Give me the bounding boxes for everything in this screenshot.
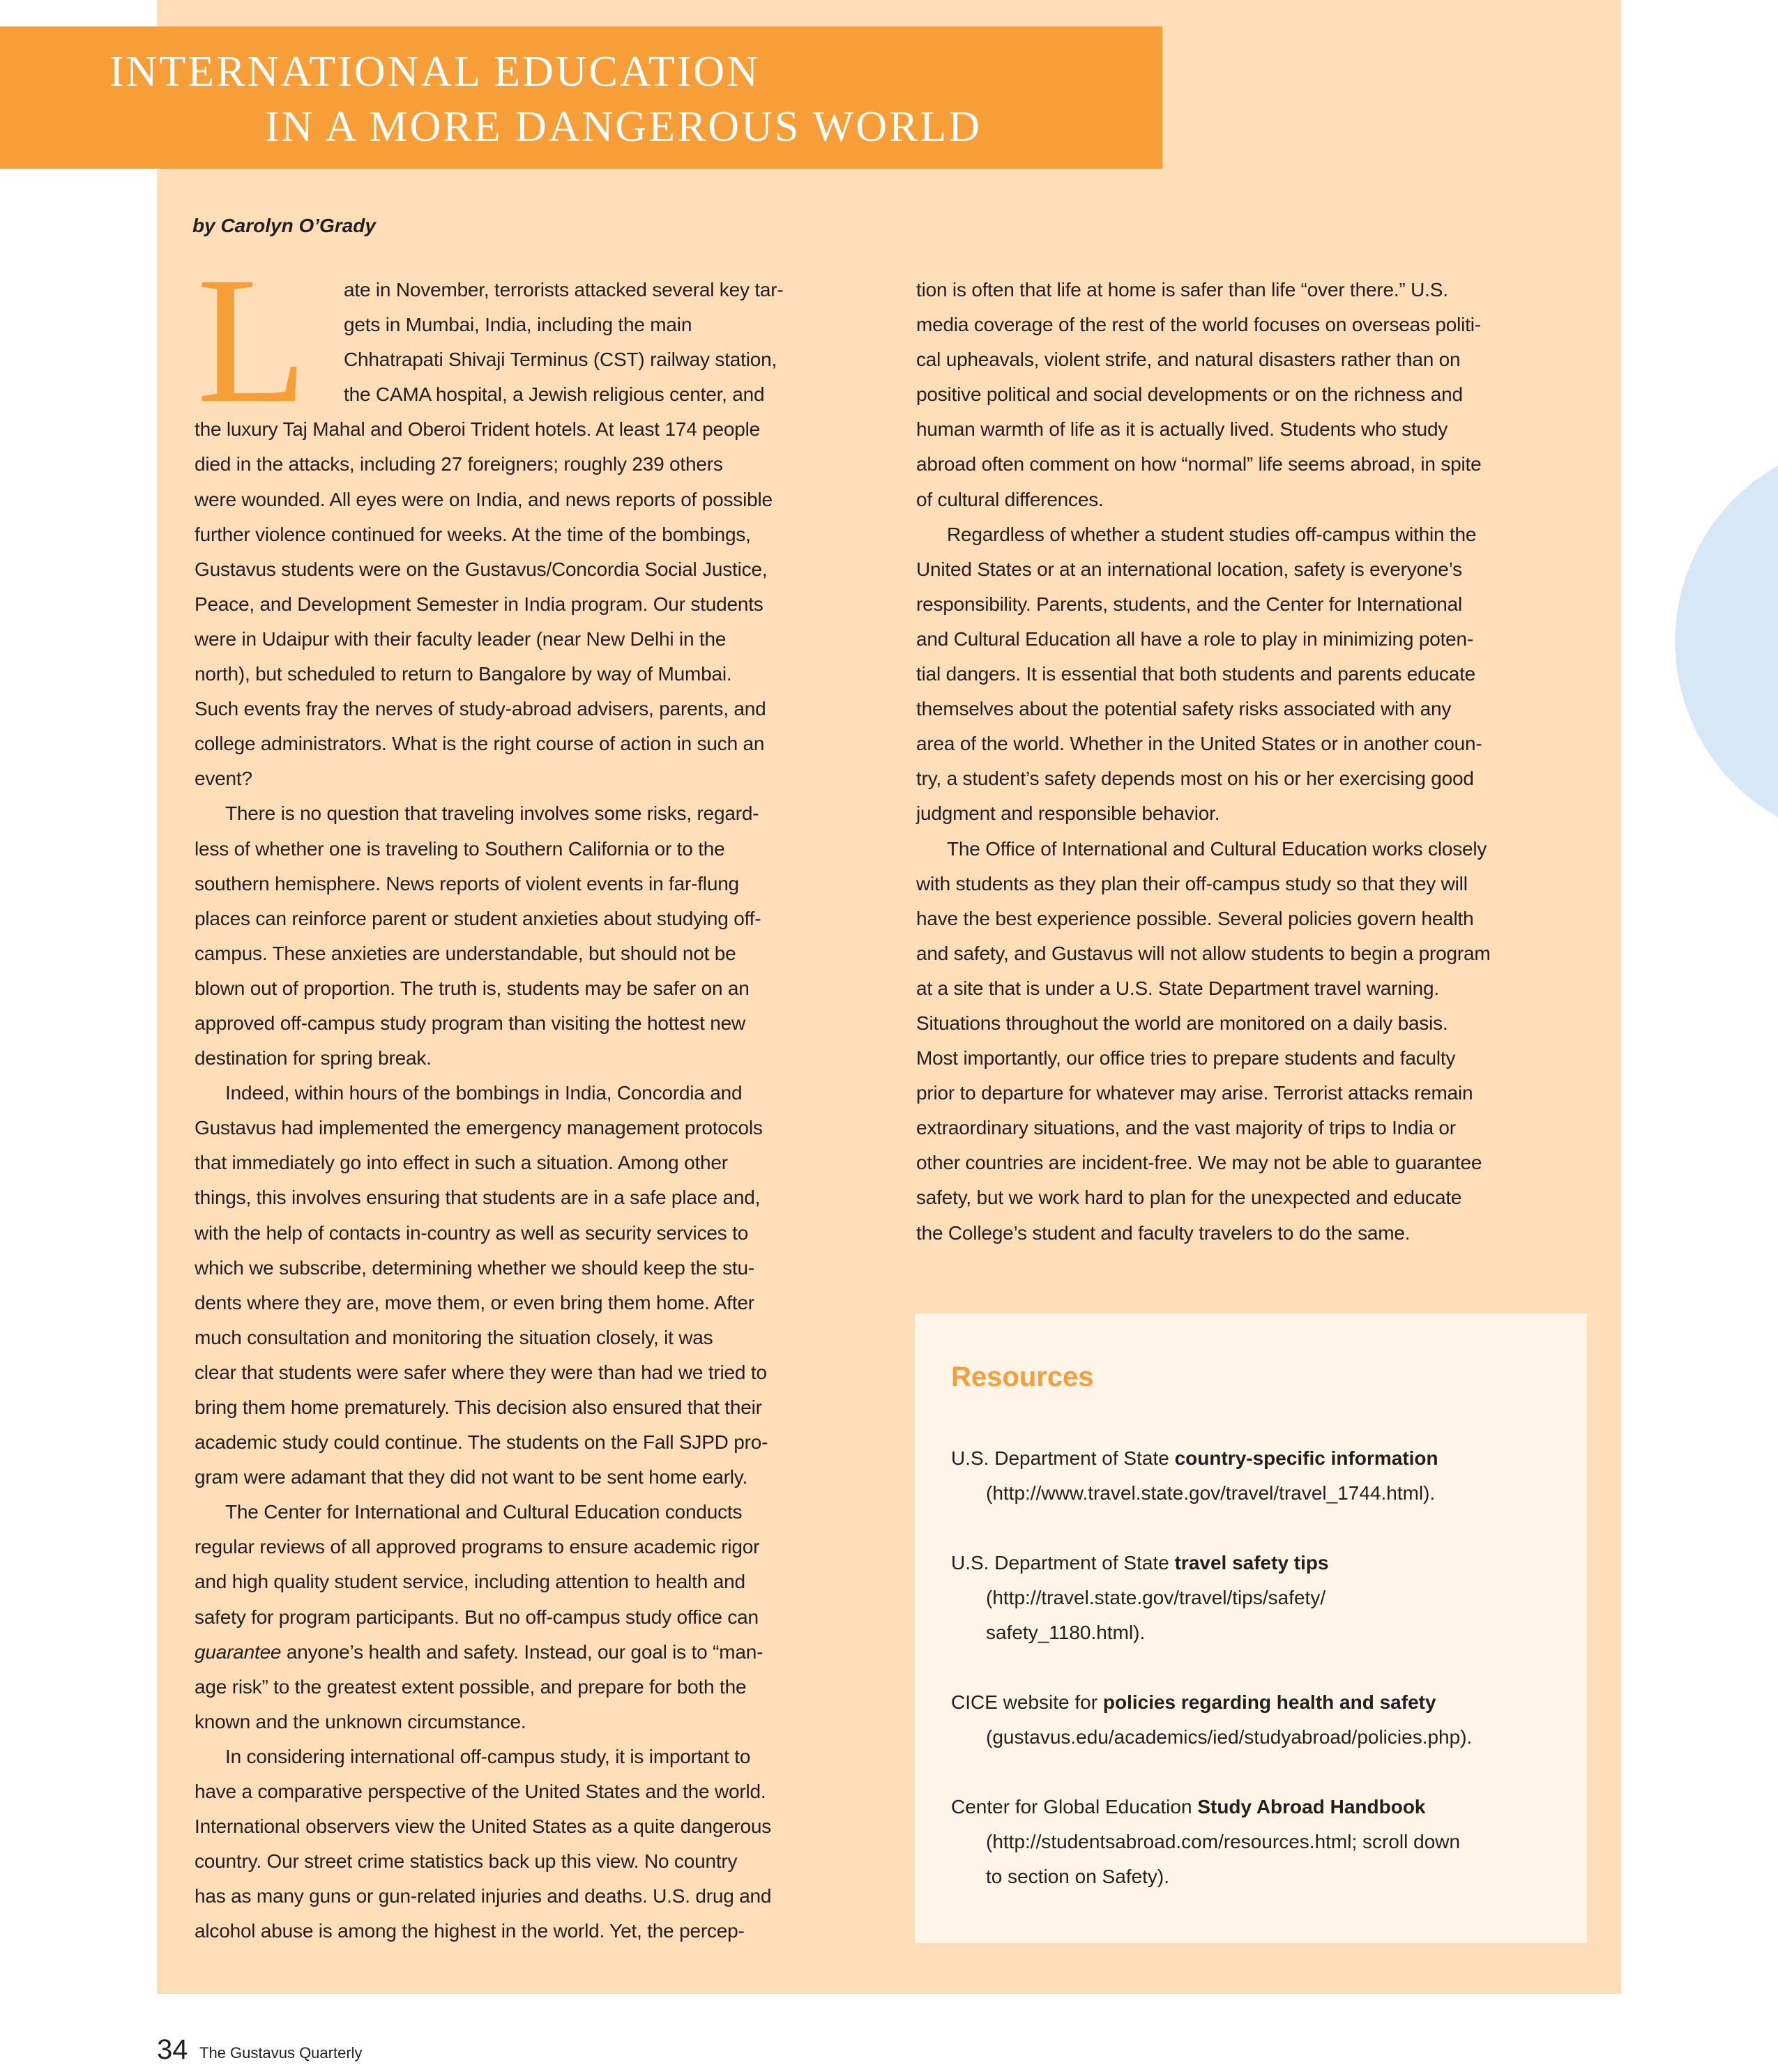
text-line: died in the attacks, including 27 foreigners; roughly 239 others — [195, 453, 723, 475]
text-line: clear that students were safer where they were than had we tried to — [195, 1361, 767, 1383]
text-line: Indeed, within hours of the bombings in India, Concordia and — [225, 1082, 743, 1104]
text-line: has as many guns or gun-related injuries and deaths. U.S. drug and — [195, 1885, 772, 1907]
resource-url: (gustavus.edu/academics/ied/studyabroad/policies.php). — [986, 1726, 1473, 1748]
resource-url: to section on Safety). — [986, 1866, 1170, 1887]
text-line: prior to departure for whatever may arise. Terrorist attacks remain — [916, 1082, 1473, 1104]
text-line: were in Udaipur with their faculty leader (near New Delhi in the — [195, 627, 727, 650]
text-line: The Office of International and Cultural Education works closely — [947, 837, 1487, 860]
paragraph — [195, 1739, 859, 1949]
text-line: places can reinforce parent or student anxieties about studying off- — [195, 907, 761, 929]
resource-title-line — [951, 1685, 1551, 1720]
text-line: approved off-campus study program than visiting the hottest new — [195, 1012, 745, 1034]
text-line: alcohol abuse is among the highest in the world. Yet, the percep- — [195, 1920, 745, 1942]
text-line: Gustavus students were on the Gustavus/Concordia Social Justice, — [195, 558, 768, 580]
text-line: human warmth of life as it is actually lived. Students who study — [916, 418, 1448, 441]
text-line: responsibility. Parents, students, and the Center for International — [916, 593, 1462, 615]
drop-cap: L — [197, 240, 307, 441]
text-line: event? — [195, 768, 252, 790]
paragraph — [916, 517, 1581, 832]
text-line: dents where they are, move them, or even bring them home. After — [195, 1291, 754, 1313]
text-line: the College’s student and faculty travelers to do the same. — [916, 1221, 1411, 1244]
paragraph — [916, 273, 1581, 517]
text-line: academic study could continue. The students on the Fall SJPD pro- — [195, 1431, 768, 1454]
text-line: media coverage of the rest of the world focuses on overseas politi- — [916, 314, 1481, 336]
resource-topic: Study Abroad Handbook — [1197, 1796, 1426, 1818]
text-line: The Center for International and Cultural Education conducts — [225, 1501, 743, 1523]
text-segment: anyone’s health and safety. Instead, our goal is to “man- — [281, 1640, 763, 1663]
text-line: gets in Mumbai, India, including the main — [344, 314, 692, 336]
resources-list — [951, 1441, 1551, 1894]
text-line: known and the unknown circumstance. — [195, 1710, 526, 1732]
text-line: themselves about the potential safety risks associated with any — [916, 698, 1452, 720]
text-line: and safety, and Gustavus will not allow students to begin a program — [916, 942, 1491, 964]
text-line: Most importantly, our office tries to prepare students and faculty — [916, 1047, 1456, 1069]
resource-item — [951, 1546, 1551, 1650]
article-column-left — [195, 273, 859, 1949]
text-line: cal upheavals, violent strife, and natural disasters rather than on — [916, 349, 1461, 371]
text-line: campus. These anxieties are understandable, but should not be — [195, 942, 736, 964]
text-line: ate in November, terrorists attacked several key tar- — [344, 279, 784, 300]
resource-topic: policies regarding health and safety — [1102, 1691, 1436, 1713]
text-line: north), but scheduled to return to Bangalore by way of Mumbai. — [195, 663, 732, 685]
text-line: have a comparative perspective of the United States and the world. — [195, 1781, 766, 1803]
text-line: and Cultural Education all have a role to play in minimizing poten- — [916, 627, 1474, 650]
text-line: tial dangers. It is essential that both students and parents educate — [916, 663, 1476, 685]
resource-source: U.S. Department of State — [951, 1447, 1175, 1469]
byline: by Carolyn O’Grady — [192, 215, 376, 236]
resources-heading: Resources — [951, 1362, 1094, 1392]
text-line: college administrators. What is the right course of action in such an — [195, 733, 765, 755]
resource-url: safety_1180.html). — [986, 1622, 1146, 1643]
text-line: positive political and social developments or on the richness and — [916, 383, 1463, 406]
page-number: 34 — [157, 2034, 188, 2065]
resource-source: U.S. Department of State — [951, 1552, 1175, 1574]
resource-topic: country-specific information — [1174, 1447, 1438, 1469]
text-line: judgment and responsible behavior. — [916, 802, 1220, 825]
text-line: have the best experience possible. Several policies govern health — [916, 907, 1474, 929]
resource-url: (http://travel.state.gov/travel/tips/safety/ — [986, 1587, 1326, 1608]
text-line: Gustavus had implemented the emergency management protocols — [195, 1117, 763, 1139]
publication-name: The Gustavus Quarterly — [199, 2044, 363, 2062]
text-line: Peace, and Development Semester in India program. Our students — [195, 593, 763, 615]
text-line: There is no question that traveling involves some risks, regard- — [225, 802, 759, 825]
text-line: bring them home prematurely. This decision also ensured that their — [195, 1396, 762, 1418]
resource-item — [951, 1685, 1551, 1755]
text-line: with the help of contacts in-country as well as security services to — [195, 1221, 749, 1244]
text-line: further violence continued for weeks. At the time of the bombings, — [195, 523, 751, 545]
text-line: of cultural differences. — [916, 488, 1104, 510]
text-line: abroad often comment on how “normal” life seems abroad, in spite — [916, 453, 1482, 475]
title-line-1: INTERNATIONAL EDUCATION — [109, 48, 760, 96]
resource-topic: travel safety tips — [1174, 1552, 1329, 1574]
resources-box — [915, 1313, 1587, 1943]
text-line: other countries are incident-free. We may not be able to guarantee — [916, 1152, 1482, 1174]
title-line-2: IN A MORE DANGEROUS WORLD — [265, 103, 982, 151]
text-line: southern hemisphere. News reports of violent events in far-flung — [195, 872, 739, 894]
text-line: destination for spring break. — [195, 1047, 432, 1069]
text-line: safety for program participants. But no off-campus study office can — [195, 1606, 759, 1628]
text-line: the CAMA hospital, a Jewish religious center, and — [344, 383, 765, 406]
text-line: In considering international off-campus study, it is important to — [225, 1745, 751, 1767]
paragraph — [195, 1495, 859, 1739]
resource-item — [951, 1790, 1551, 1894]
paragraph — [195, 796, 859, 1076]
resource-source: CICE website for — [951, 1691, 1103, 1713]
text-line: Regardless of whether a student studies off-campus within the — [947, 523, 1477, 545]
text-line: the luxury Taj Mahal and Oberoi Trident hotels. At least 174 people — [195, 418, 761, 441]
text-line: United States or at an international location, safety is everyone’s — [916, 558, 1462, 580]
text-line: that immediately go into effect in such a situation. Among other — [195, 1152, 728, 1174]
emphasis: guarantee — [195, 1640, 282, 1663]
text-line: things, this involves ensuring that students are in a safe place and, — [195, 1187, 761, 1209]
text-line: country. Our street crime statistics back up this view. No country — [195, 1850, 738, 1873]
text-line: age risk” to the greatest extent possible, and prepare for both the — [195, 1675, 747, 1698]
text-line: blown out of proportion. The truth is, students may be safer on an — [195, 977, 750, 999]
resource-title-line — [951, 1790, 1551, 1825]
text-line: which we subscribe, determining whether we should keep the stu- — [195, 1256, 754, 1279]
text-line: extraordinary situations, and the vast majority of trips to India or — [916, 1117, 1456, 1139]
paragraph — [195, 273, 859, 796]
paragraph — [195, 1076, 859, 1495]
text-line: International observers view the United States as a quite dangerous — [195, 1815, 772, 1838]
text-line: Such events fray the nerves of study-abroad advisers, parents, and — [195, 698, 766, 720]
text-line: with students as they plan their off-campus study so that they will — [916, 872, 1468, 894]
decorative-circle — [1675, 439, 1778, 844]
text-line: at a site that is under a U.S. State Department travel warning. — [916, 977, 1440, 999]
text-line: area of the world. Whether in the United States or in another coun- — [916, 733, 1482, 755]
article-column-right — [916, 273, 1581, 1251]
text-line: less of whether one is traveling to Southern California or to the — [195, 837, 725, 860]
paragraph — [916, 832, 1581, 1251]
text-line: Chhatrapati Shivaji Terminus (CST) railway station, — [344, 349, 777, 371]
title-banner — [0, 26, 1162, 169]
text-line: tion is often that life at home is safer than life “over there.” U.S. — [916, 279, 1448, 300]
text-line: safety, but we work hard to plan for the unexpected and educate — [916, 1187, 1462, 1209]
resource-title-line — [951, 1546, 1551, 1580]
text-line: were wounded. All eyes were on India, and news reports of possible — [195, 488, 773, 510]
resource-url: (http://www.travel.state.gov/travel/travel_1744.html). — [986, 1482, 1436, 1504]
text-line — [195, 1635, 859, 1670]
text-line: gram were adamant that they did not want to be sent home early. — [195, 1466, 748, 1488]
text-line: much consultation and monitoring the situation closely, it was — [195, 1326, 713, 1348]
text-line: and high quality student service, including attention to health and — [195, 1571, 745, 1593]
text-line: Situations throughout the world are monitored on a daily basis. — [916, 1012, 1448, 1034]
text-line: try, a student’s safety depends most on his or her exercising good — [916, 768, 1474, 790]
resource-item — [951, 1441, 1551, 1511]
text-line: regular reviews of all approved programs to ensure academic rigor — [195, 1536, 760, 1558]
resource-title-line — [951, 1441, 1551, 1476]
resource-url: (http://studentsabroad.com/resources.html; scroll down — [986, 1831, 1461, 1852]
resource-source: Center for Global Education — [951, 1796, 1198, 1818]
